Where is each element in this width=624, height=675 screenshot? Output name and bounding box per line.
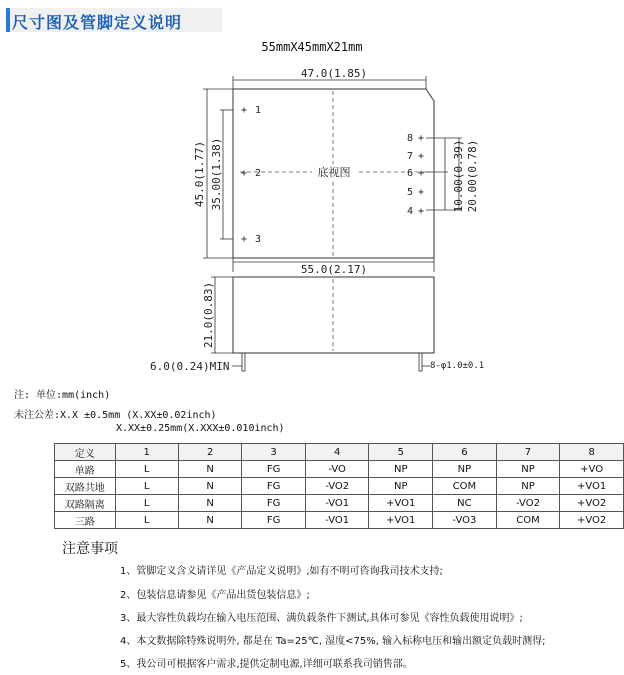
table-header-cell: 4 <box>305 444 369 461</box>
table-cell: 三路 <box>55 512 116 529</box>
table-row <box>55 461 624 478</box>
table-header-cell: 5 <box>369 444 433 461</box>
table-header-cell: 3 <box>242 444 306 461</box>
table-cell: FG <box>242 461 306 478</box>
height-label: 45.0(1.77) <box>193 140 206 208</box>
pin-label-1: 1 <box>255 105 262 116</box>
table-row <box>55 512 624 529</box>
attention-title: 注意事项 <box>62 541 118 557</box>
pin-span-label: 35.00(1.38) <box>210 137 223 211</box>
min-pin-label: 6.0(0.24)MIN <box>150 360 230 373</box>
pin-definition-table <box>54 443 624 529</box>
center-label: 底视图 <box>317 166 351 179</box>
pin-label-6: 6 <box>407 168 414 179</box>
table-cell: FG <box>242 512 306 529</box>
table-header-cell: 7 <box>496 444 560 461</box>
table-cell: +VO1 <box>560 478 624 495</box>
side-view-outline <box>233 277 434 353</box>
svg-text:+: + <box>417 206 425 217</box>
table-cell: N <box>178 512 241 529</box>
svg-text:+: + <box>240 234 248 245</box>
table-cell: -VO2 <box>305 478 369 495</box>
table-header-cell: 1 <box>115 444 178 461</box>
top-width-label: 47.0(1.85) <box>300 67 368 80</box>
tolerance-note-1: 未注公差:X.X ±0.5mm (X.XX±0.02inch) <box>14 410 217 421</box>
svg-text:+: + <box>240 168 248 179</box>
table-cell: COM <box>496 512 560 529</box>
side-height-label: 21.0(0.83) <box>202 281 215 349</box>
left-pin <box>242 353 245 371</box>
table-cell: NP <box>433 461 497 478</box>
table-cell: 单路 <box>55 461 116 478</box>
table-cell: N <box>178 478 241 495</box>
table-cell: +VO2 <box>560 495 624 512</box>
table-header-cell: 6 <box>433 444 497 461</box>
table-cell: +VO2 <box>560 512 624 529</box>
size-label: 55mmX45mmX21mm <box>261 40 363 54</box>
pin-label-7: 7 <box>407 151 414 162</box>
table-cell: -VO1 <box>305 512 369 529</box>
pin-label-4: 4 <box>407 206 414 217</box>
svg-text:+: + <box>417 187 425 198</box>
pin-label-8: 8 <box>407 133 414 144</box>
pin-label-5: 5 <box>407 187 414 198</box>
total-width-label: 55.0(2.17) <box>300 263 368 276</box>
table-cell: +VO1 <box>369 512 433 529</box>
table-header-cell: 2 <box>178 444 241 461</box>
table-cell: +VO <box>560 461 624 478</box>
table-cell: -VO3 <box>433 512 497 529</box>
table-cell: FG <box>242 495 306 512</box>
table-cell: NC <box>433 495 497 512</box>
table-header-row <box>55 444 624 461</box>
tolerance-note-2: X.XX±0.25mm(X.XXX±0.010inch) <box>116 423 285 434</box>
table-cell: L <box>115 478 178 495</box>
table-cell: L <box>115 461 178 478</box>
attention-item-4: 4、本文数据除特殊说明外, 都是在 Ta=25℃, 湿度<75%, 输入标称电压和输出额定负载时测得; <box>120 636 546 647</box>
table-header-cell: 8 <box>560 444 624 461</box>
attention-item-5: 5、我公司可根据客户需求,提供定制电源,详细可联系我司销售部。 <box>120 659 413 670</box>
table-cell: N <box>178 461 241 478</box>
table-cell: N <box>178 495 241 512</box>
table-row <box>55 495 624 512</box>
attention-item-2: 2、包装信息请参见《产品出货包装信息》; <box>120 590 310 601</box>
table-row <box>55 478 624 495</box>
attention-item-3: 3、最大容性负载均在输入电压范围、满负载条件下测试,具体可参见《容性负载使用说明》; <box>120 613 523 624</box>
table-cell: FG <box>242 478 306 495</box>
svg-text:+: + <box>417 168 425 179</box>
table-cell: 双路共地 <box>55 478 116 495</box>
right-pin <box>419 353 422 371</box>
pin-label-3: 3 <box>255 234 262 245</box>
pin-diameter-label: 8-φ1.0±0.1 <box>430 361 485 371</box>
table-cell: NP <box>369 461 433 478</box>
table-cell: NP <box>496 461 560 478</box>
table-cell: L <box>115 512 178 529</box>
pin-label-2: 2 <box>255 168 262 179</box>
attention-item-1: 1、管脚定义含义请详见《产品定义说明》,如有不明可咨询我司技术支持; <box>120 566 443 577</box>
table-cell: +VO1 <box>369 495 433 512</box>
section-title: 尺寸图及管脚定义说明 <box>12 13 183 32</box>
table-cell: NP <box>496 478 560 495</box>
pitch-20-label: 20.00(0.78) <box>466 139 479 213</box>
table-cell: COM <box>433 478 497 495</box>
table-cell: 双路隔离 <box>55 495 116 512</box>
svg-text:+: + <box>417 151 425 162</box>
table-cell: L <box>115 495 178 512</box>
svg-text:+: + <box>240 105 248 116</box>
table-cell: -VO1 <box>305 495 369 512</box>
table-header-cell: 定义 <box>55 444 116 461</box>
pitch-10-label: 10.00(0.39) <box>452 139 465 213</box>
table-cell: -VO2 <box>496 495 560 512</box>
unit-note: 注: 单位:mm(inch) <box>14 390 111 401</box>
svg-text:+: + <box>417 133 425 144</box>
table-cell: -VO <box>305 461 369 478</box>
table-cell: NP <box>369 478 433 495</box>
